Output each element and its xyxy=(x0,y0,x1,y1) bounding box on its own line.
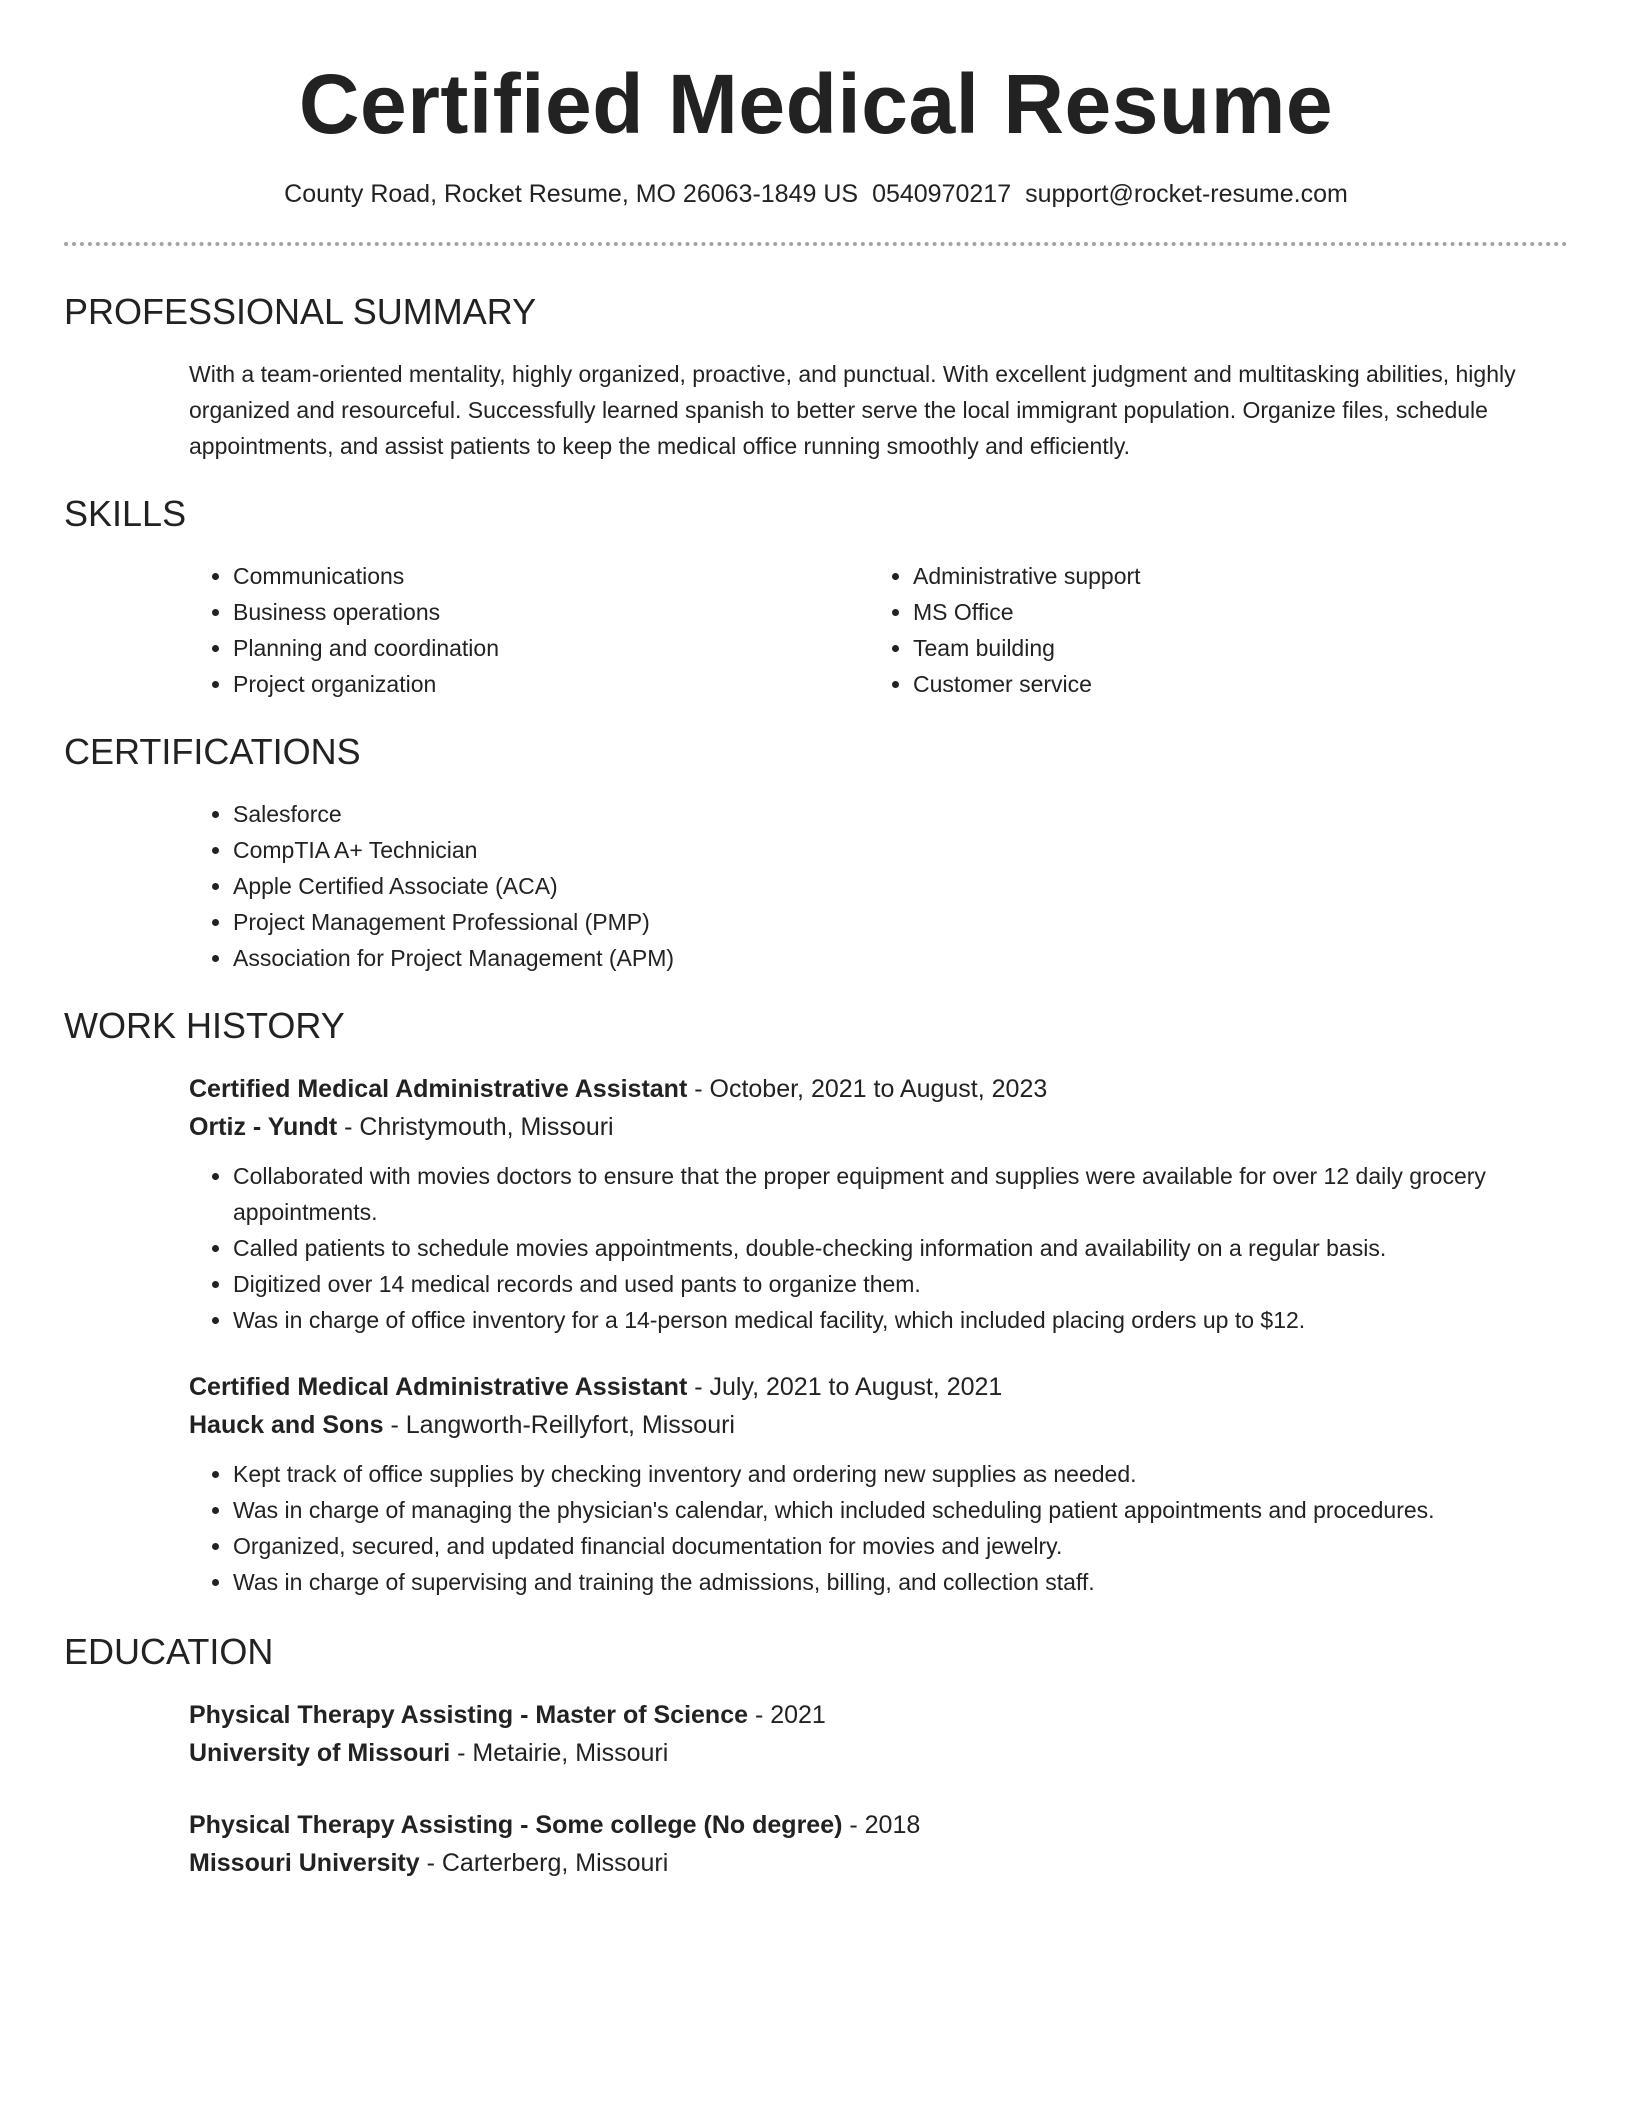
education-degree-line xyxy=(189,1806,1568,1844)
education-school: Missouri University xyxy=(189,1849,420,1877)
education-school-line xyxy=(189,1734,1568,1772)
job-bullet: • Digitized over 14 medical records and used pants to organize them. xyxy=(233,1266,1568,1302)
job-bullet: • Kept track of office supplies by checking inventory and ordering new supplies as needed. xyxy=(233,1456,1568,1492)
education-degree: Physical Therapy Assisting - Some college (No degree) xyxy=(189,1811,843,1839)
skill-item: • MS Office xyxy=(913,594,1549,630)
work-history-heading: WORK HISTORY xyxy=(64,1005,345,1046)
certification-item: • Association for Project Management (APM) xyxy=(233,940,1568,976)
contact-email: support@rocket-resume.com xyxy=(1025,180,1348,208)
education-school: University of Missouri xyxy=(189,1739,451,1767)
education-entry xyxy=(189,1696,1568,1772)
job-bullet: • Organized, secured, and updated financial documentation for movies and jewelry. xyxy=(233,1528,1568,1564)
resume-name: Certified Medical Resume xyxy=(298,57,1334,151)
job-title: Certified Medical Administrative Assistant xyxy=(189,1373,688,1401)
skill-item: • Communications xyxy=(233,558,869,594)
job-location: - Christymouth, Missouri xyxy=(337,1113,614,1141)
job-entry xyxy=(189,1070,1568,1338)
summary-section xyxy=(64,290,1568,464)
education-degree-line xyxy=(189,1696,1568,1734)
education-year: - 2018 xyxy=(842,1811,921,1839)
certification-item: • Project Management Professional (PMP) xyxy=(233,904,1568,940)
skill-item: • Project organization xyxy=(233,666,869,702)
certification-item: • Salesforce xyxy=(233,796,1568,832)
contact-line xyxy=(64,178,1568,210)
work-history-section xyxy=(64,1004,1568,1600)
job-bullet: • Was in charge of office inventory for a 14-person medical facility, which included placing orders up to $12. xyxy=(233,1302,1568,1338)
education-school-line xyxy=(189,1844,1568,1882)
certification-item: • Apple Certified Associate (ACA) xyxy=(233,868,1568,904)
education-section xyxy=(64,1630,1568,1882)
summary-heading: PROFESSIONAL SUMMARY xyxy=(64,291,537,332)
skill-item: • Planning and coordination xyxy=(233,630,869,666)
skills-section xyxy=(64,492,1568,702)
certifications-list xyxy=(189,796,1568,976)
job-company: Ortiz - Yundt xyxy=(189,1113,338,1141)
summary-text: With a team-oriented mentality, highly organized, proactive, and punctual. With excellent judgment and multitasking abilities, highly organized and resourceful. Successfully learned spanish to better serve the local immigrant population. Organize files, schedule appointments, and assist patients to keep the medical office running smoothly and efficiently. xyxy=(189,361,1516,459)
skill-item: • Administrative support xyxy=(913,558,1549,594)
job-location: - Langworth-Reillyfort, Missouri xyxy=(383,1411,735,1439)
job-dates: - July, 2021 to August, 2021 xyxy=(687,1373,1003,1401)
job-company-line xyxy=(189,1406,1568,1444)
job-role-line xyxy=(189,1070,1568,1108)
job-role-line xyxy=(189,1368,1568,1406)
skill-item: • Customer service xyxy=(913,666,1549,702)
skill-item: • Business operations xyxy=(233,594,869,630)
education-degree: Physical Therapy Assisting - Master of Science xyxy=(189,1701,748,1729)
education-location: - Carterberg, Missouri xyxy=(419,1849,669,1877)
certification-item: • CompTIA A+ Technician xyxy=(233,832,1568,868)
job-entry xyxy=(189,1368,1568,1600)
education-entry xyxy=(189,1806,1568,1882)
contact-phone: 0540970217 xyxy=(872,180,1012,208)
education-heading: EDUCATION xyxy=(64,1631,274,1672)
job-dates: - October, 2021 to August, 2023 xyxy=(687,1075,1048,1103)
job-company-line xyxy=(189,1108,1568,1146)
job-title: Certified Medical Administrative Assistant xyxy=(189,1075,688,1103)
job-bullet: • Was in charge of managing the physician's calendar, which included scheduling patient appointments and procedures. xyxy=(233,1492,1568,1528)
skills-list-right xyxy=(869,558,1549,702)
header-divider xyxy=(64,242,1568,246)
education-year: - 2021 xyxy=(748,1701,826,1729)
skills-heading: SKILLS xyxy=(64,493,187,534)
job-bullets xyxy=(189,1456,1568,1600)
certifications-section xyxy=(64,730,1568,976)
skill-item: • Team building xyxy=(913,630,1549,666)
education-location: - Metairie, Missouri xyxy=(450,1739,669,1767)
certifications-heading: CERTIFICATIONS xyxy=(64,731,361,772)
contact-address: County Road, Rocket Resume, MO 26063-1849 US xyxy=(284,180,859,208)
job-bullet: • Called patients to schedule movies appointments, double-checking information and availability on a regular basis. xyxy=(233,1230,1568,1266)
job-bullet: • Was in charge of supervising and training the admissions, billing, and collection staff. xyxy=(233,1564,1568,1600)
job-company: Hauck and Sons xyxy=(189,1411,384,1439)
skills-list-left xyxy=(189,558,869,702)
job-bullets xyxy=(189,1158,1568,1338)
job-bullet: • Collaborated with movies doctors to ensure that the proper equipment and supplies were available for over 12 daily grocery appointments. xyxy=(233,1158,1568,1230)
